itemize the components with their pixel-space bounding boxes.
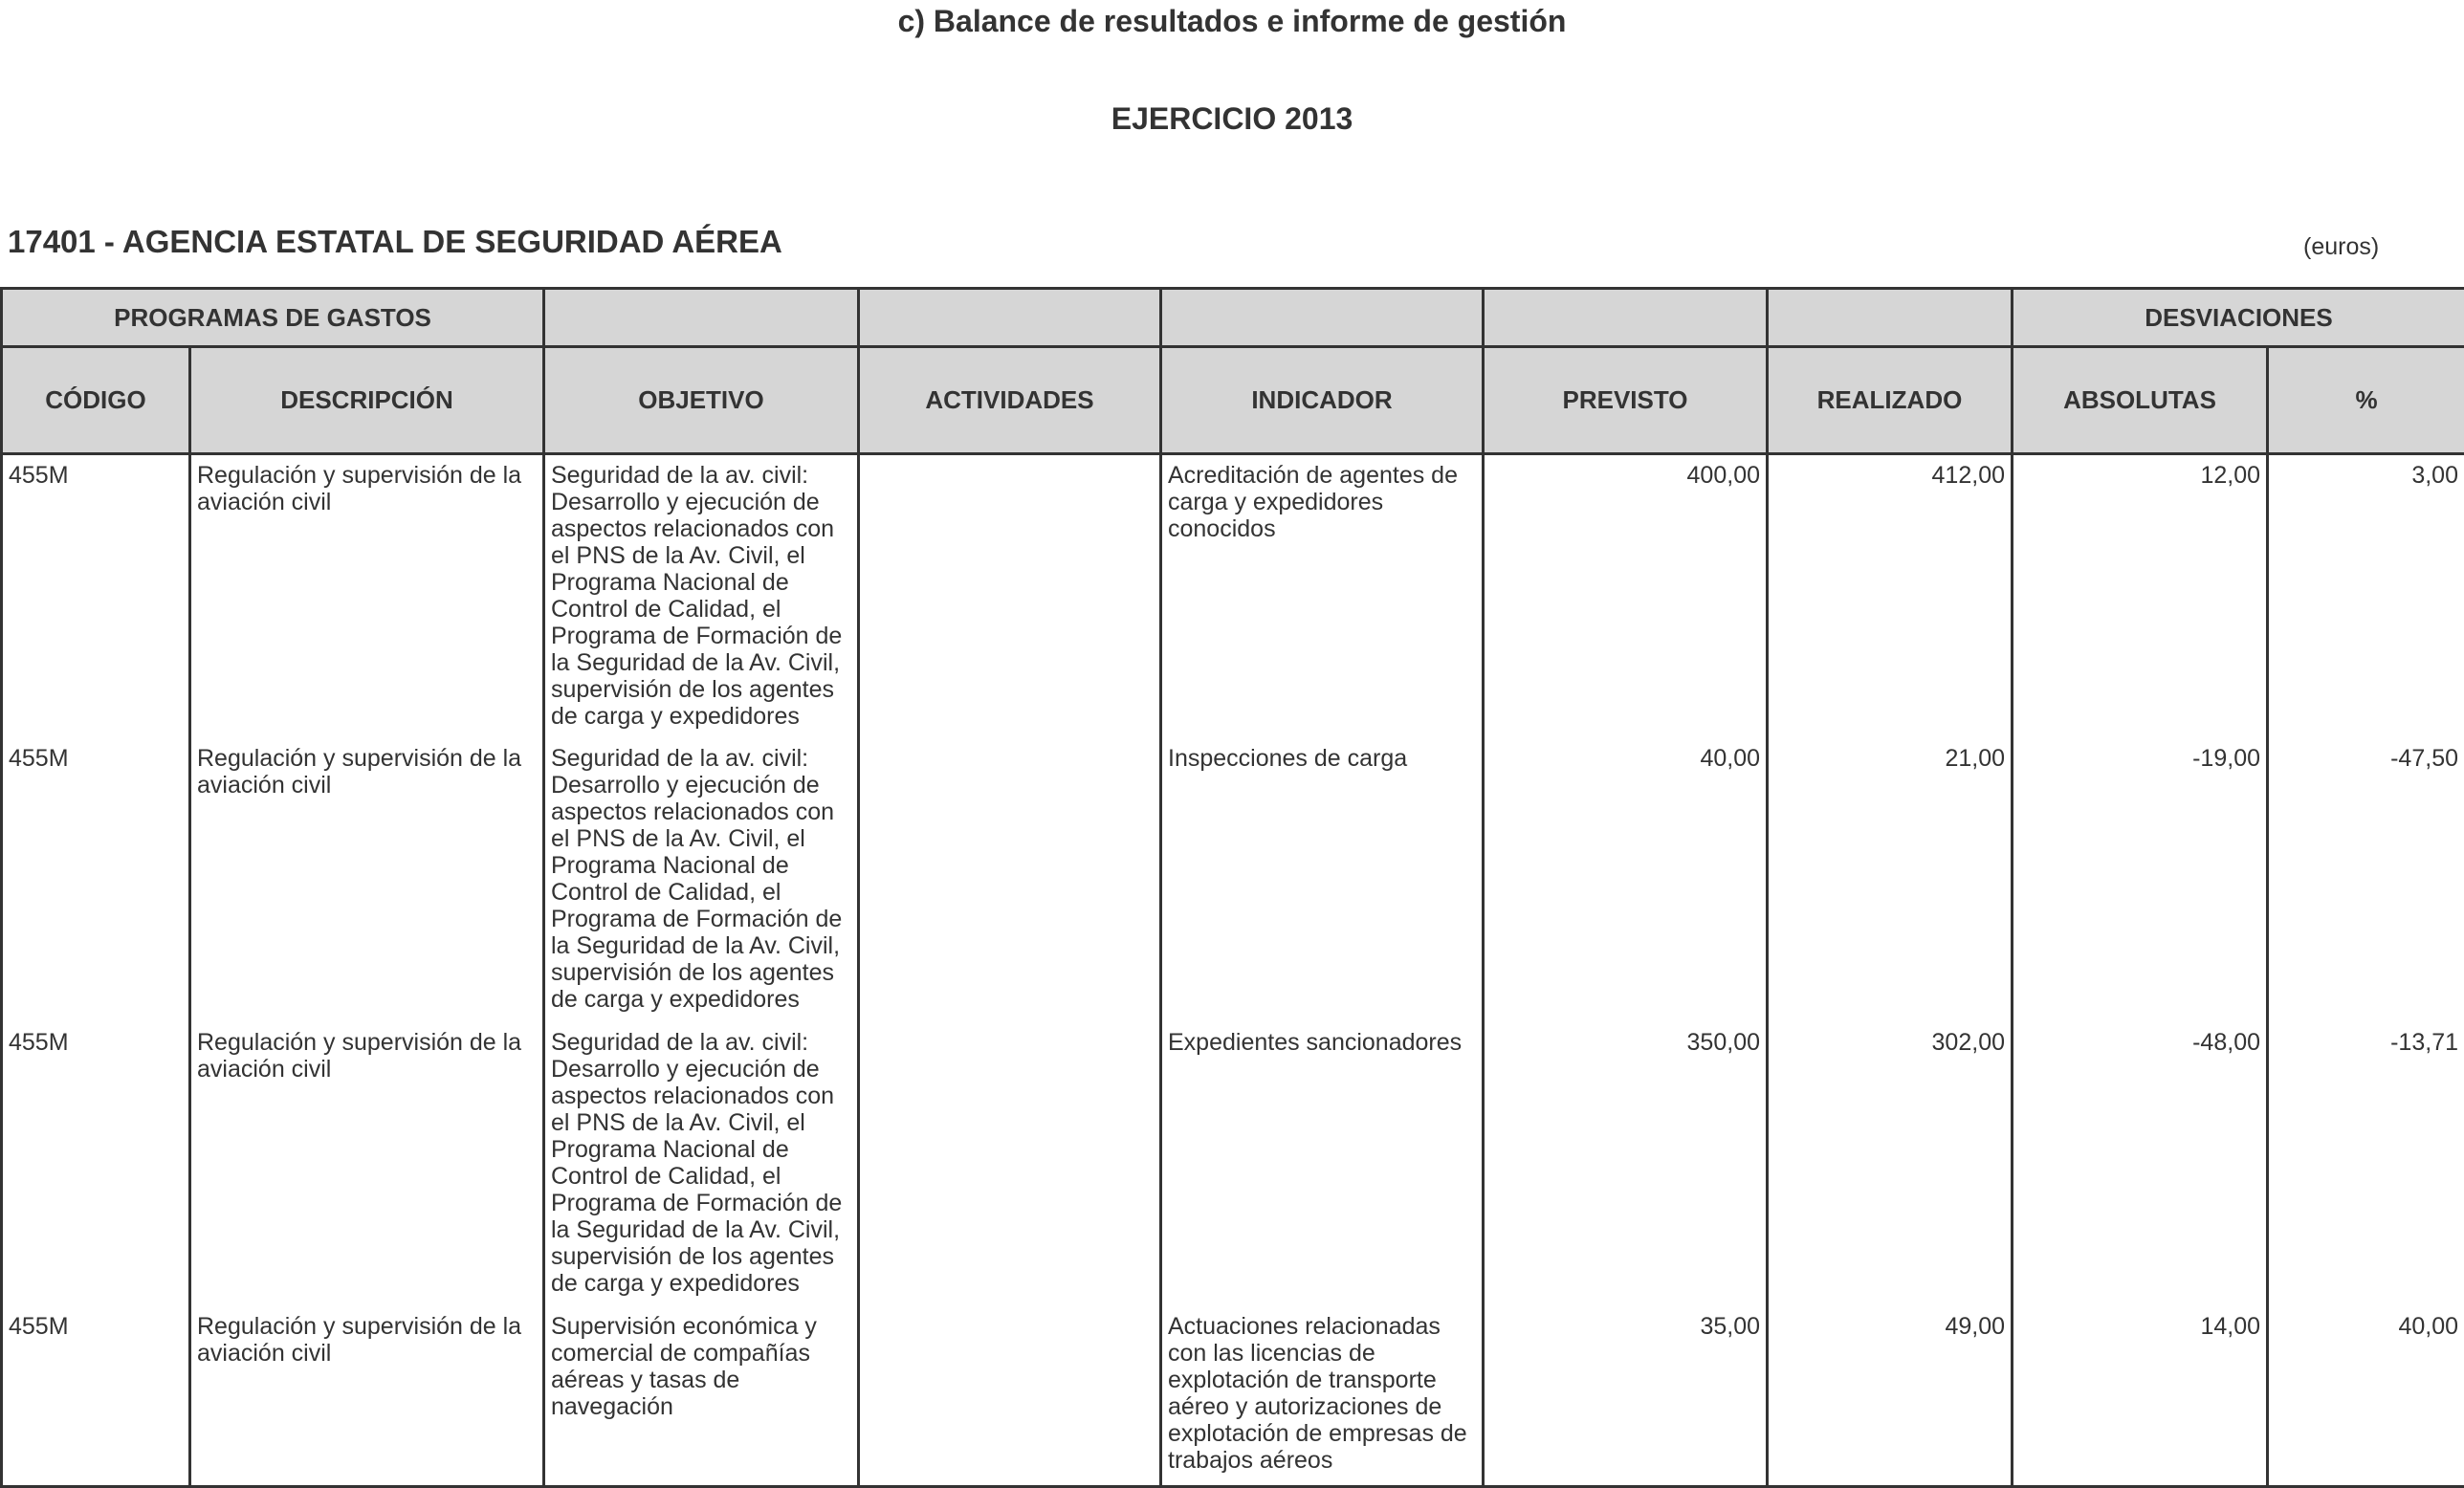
cell-description: Regulación y supervisión de la aviación civil bbox=[190, 738, 544, 1022]
cell-activities bbox=[859, 1306, 1161, 1487]
empty-group-header bbox=[1484, 289, 1768, 347]
page-title: c) Balance de resultados e informe de gestión bbox=[0, 4, 2464, 39]
group-header-row bbox=[2, 289, 2464, 347]
column-header-objective: OBJETIVO bbox=[544, 347, 859, 454]
table-row bbox=[2, 454, 2464, 738]
empty-group-header bbox=[859, 289, 1161, 347]
empty-group-header bbox=[544, 289, 859, 347]
cell-achieved: 21,00 bbox=[1768, 738, 2013, 1022]
cell-absolute: -48,00 bbox=[2013, 1022, 2268, 1306]
cell-objective: Supervisión económica y comercial de compañías aéreas y tasas de navegación bbox=[544, 1306, 859, 1487]
column-header-description: DESCRIPCIÓN bbox=[190, 347, 544, 454]
cell-planned: 350,00 bbox=[1484, 1022, 1768, 1306]
programs-group-header: PROGRAMAS DE GASTOS bbox=[2, 289, 544, 347]
cell-code: 455M bbox=[2, 454, 190, 738]
table-row bbox=[2, 738, 2464, 1022]
deviations-group-header: DESVIACIONES bbox=[2013, 289, 2464, 347]
cell-code: 455M bbox=[2, 1306, 190, 1487]
cell-percent: -47,50 bbox=[2268, 738, 2464, 1022]
cell-indicator: Acreditación de agentes de carga y expedidores conocidos bbox=[1161, 454, 1484, 738]
cell-indicator: Actuaciones relacionadas con las licencias de explotación de transporte aéreo y autorizaciones de explotación de empresas de trabajos aéreos bbox=[1161, 1306, 1484, 1487]
cell-percent: -13,71 bbox=[2268, 1022, 2464, 1306]
cell-percent: 3,00 bbox=[2268, 454, 2464, 738]
empty-group-header bbox=[1768, 289, 2013, 347]
column-header-absolute: ABSOLUTAS bbox=[2013, 347, 2268, 454]
table-row bbox=[2, 1306, 2464, 1487]
cell-absolute: -19,00 bbox=[2013, 738, 2268, 1022]
cell-planned: 40,00 bbox=[1484, 738, 1768, 1022]
cell-activities bbox=[859, 454, 1161, 738]
cell-activities bbox=[859, 738, 1161, 1022]
currency-unit-label: (euros) bbox=[2303, 233, 2379, 261]
agency-heading: 17401 - AGENCIA ESTATAL DE SEGURIDAD AÉREA bbox=[8, 224, 782, 260]
cell-achieved: 302,00 bbox=[1768, 1022, 2013, 1306]
cell-objective: Seguridad de la av. civil: Desarrollo y ejecución de aspectos relacionados con el PNS de la Av. Civil, el Programa Nacional de Control de Calidad, el Programa de Formación de la Seguridad de la Av. Civil, supervisión de los agentes de carga y expedidores bbox=[544, 454, 859, 738]
cell-indicator: Expedientes sancionadores bbox=[1161, 1022, 1484, 1306]
column-header-activities: ACTIVIDADES bbox=[859, 347, 1161, 454]
column-header-achieved: REALIZADO bbox=[1768, 347, 2013, 454]
cell-percent: 40,00 bbox=[2268, 1306, 2464, 1487]
column-header-percent: % bbox=[2268, 347, 2464, 454]
cell-achieved: 49,00 bbox=[1768, 1306, 2013, 1487]
cell-objective: Seguridad de la av. civil: Desarrollo y ejecución de aspectos relacionados con el PNS de la Av. Civil, el Programa Nacional de Control de Calidad, el Programa de Formación de la Seguridad de la Av. Civil, supervisión de los agentes de carga y expedidores bbox=[544, 738, 859, 1022]
cell-indicator: Inspecciones de carga bbox=[1161, 738, 1484, 1022]
empty-group-header bbox=[1161, 289, 1484, 347]
cell-absolute: 12,00 bbox=[2013, 454, 2268, 738]
cell-absolute: 14,00 bbox=[2013, 1306, 2268, 1487]
column-header-row bbox=[2, 347, 2464, 454]
cell-achieved: 412,00 bbox=[1768, 454, 2013, 738]
table-row bbox=[2, 1022, 2464, 1306]
column-header-indicator: INDICADOR bbox=[1161, 347, 1484, 454]
column-header-code: CÓDIGO bbox=[2, 347, 190, 454]
cell-planned: 400,00 bbox=[1484, 454, 1768, 738]
cell-description: Regulación y supervisión de la aviación civil bbox=[190, 454, 544, 738]
cell-planned: 35,00 bbox=[1484, 1306, 1768, 1487]
results-table bbox=[0, 287, 2464, 1488]
cell-description: Regulación y supervisión de la aviación civil bbox=[190, 1022, 544, 1306]
cell-code: 455M bbox=[2, 738, 190, 1022]
column-header-planned: PREVISTO bbox=[1484, 347, 1768, 454]
cell-code: 455M bbox=[2, 1022, 190, 1306]
cell-description: Regulación y supervisión de la aviación civil bbox=[190, 1306, 544, 1487]
cell-activities bbox=[859, 1022, 1161, 1306]
cell-objective: Seguridad de la av. civil: Desarrollo y ejecución de aspectos relacionados con el PNS de la Av. Civil, el Programa Nacional de Control de Calidad, el Programa de Formación de la Seguridad de la Av. Civil, supervisión de los agentes de carga y expedidores bbox=[544, 1022, 859, 1306]
exercise-year: EJERCICIO 2013 bbox=[0, 101, 2464, 137]
